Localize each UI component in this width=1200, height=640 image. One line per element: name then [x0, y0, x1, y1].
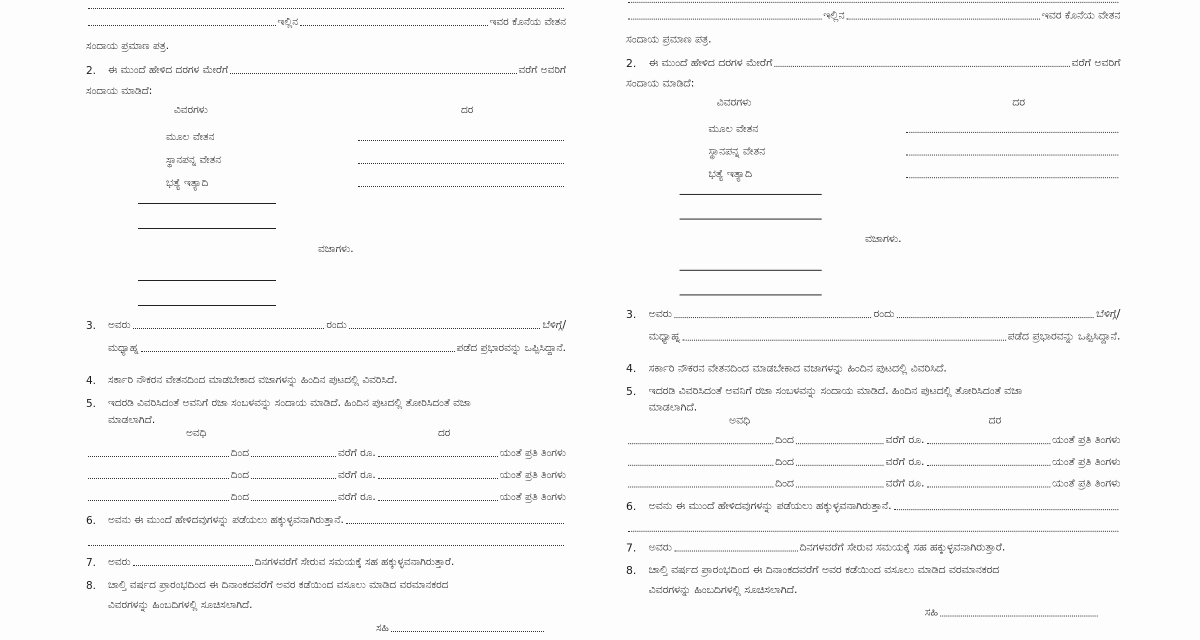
blank-line — [86, 533, 566, 549]
dotted-fill-line — [133, 328, 325, 329]
item-text: ಸರ್ಕಾರಿ ನೌಕರನ ವೇತನದಿಂದ ಮಾಡಬೇಕಾದ ವಜಾಗಳನ್ನು ಹಿಂದಿನ ಪುಟದಲ್ಲಿ ವಿವರಿಸಿದೆ. — [648, 362, 947, 375]
item-7 — [86, 553, 566, 569]
rule — [680, 219, 822, 220]
blank-line — [626, 519, 1120, 535]
item-text: ಮಧ್ಯಾಹ್ನ — [648, 330, 681, 343]
form-line — [86, 596, 566, 612]
pay-row — [708, 120, 1120, 136]
form-line — [86, 339, 566, 355]
item-text: ಪಡೆದ ಪ್ರಭಾರವನ್ನು ಒಪ್ಪಿಸಿದ್ದಾನೆ. — [1007, 330, 1121, 343]
pay-item: ಸ್ಥಾನಪನ್ನ ವೇತನ — [166, 154, 222, 166]
pay-item: ಮೂಲ ವೇತನ — [708, 123, 759, 135]
form-line — [86, 101, 566, 117]
dotted-fill-line — [346, 523, 564, 524]
pay-row — [166, 128, 566, 144]
to-rs-label: ವರೆಗೆ ರೂ. — [885, 477, 925, 490]
item-text: ಮಧ್ಯಾಹ್ನ — [108, 342, 139, 354]
from-label: ದಿಂದ — [775, 455, 794, 468]
dotted-fill-line — [349, 328, 541, 329]
dotted-fill-line — [378, 478, 498, 479]
rule — [138, 203, 276, 204]
dotted-fill-line — [628, 465, 773, 466]
form-page-right — [626, 0, 1120, 624]
from-label: ದಿಂದ — [230, 447, 249, 459]
from-label: ದಿಂದ — [775, 477, 794, 490]
item-text: ಸರ್ಕಾರಿ ನೌಕರನ ವೇತನದಿಂದ ಮಾಡಬೇಕಾದ ವಜಾಗಳನ್ನು ಹಿಂದಿನ ಪುಟದಲ್ಲಿ ವಿವರಿಸಿದೆ. — [108, 374, 398, 386]
employee-line — [86, 13, 566, 29]
item-text: ಈ ಮುಂದೆ ಹೇಳಿದ ದರಗಳ ಮೇರೆಗೆ — [108, 64, 229, 76]
pay-item: ಸ್ಥಾನಪನ್ನ ವೇತನ — [708, 145, 766, 158]
item-3 — [626, 305, 1120, 321]
form-line — [626, 412, 1120, 428]
rate-header: ದರ — [461, 104, 474, 116]
pay-row — [708, 143, 1120, 159]
item-text: ದಿನಗಳವರೆಗೆ ಸೇರುವ ಸಮಯಕ್ಕೆ ಸಹ ಹಕ್ಕುಳ್ಳವನಾಗಿರುತ್ತಾರೆ. — [254, 556, 455, 568]
dotted-fill-line — [796, 487, 884, 488]
rate-header: ದರ — [438, 427, 451, 439]
rule — [680, 294, 822, 295]
item-text: ಚಾಲ್ತಿ ವರ್ಷದ ಪ್ರಾರಂಭದಿಂದ ಈ ದಿನಾಂಕದವರೆಗೆ ಅವರ ಕಡೆಯಿಂದ ವಸೂಲು ಮಾಡಿದ ವರಮಾನಕರದ — [108, 579, 449, 591]
item-6 — [626, 497, 1120, 513]
item-text: ಅವರು — [108, 556, 131, 568]
leave-row — [86, 466, 566, 482]
item-number: 7. — [626, 542, 637, 555]
dotted-fill-line — [674, 551, 798, 552]
form-line — [626, 30, 1120, 46]
item-3 — [86, 316, 566, 332]
item-number: 3. — [86, 320, 97, 332]
item-text: ಅವರು — [648, 308, 672, 321]
signature-label: ಸಹಿ — [924, 606, 938, 619]
form-line — [626, 328, 1120, 344]
form-line — [626, 93, 1120, 109]
item-number: 2. — [626, 58, 637, 70]
item-number: 8. — [86, 580, 97, 592]
item-text: ರಂದು — [873, 308, 895, 321]
dotted-fill-line — [682, 340, 1005, 341]
here-label: ಇಲ್ಲಿನ — [823, 9, 845, 22]
form-line — [626, 581, 1120, 597]
item-2 — [626, 54, 1120, 70]
pay-row — [708, 165, 1120, 181]
form-page-left — [86, 0, 566, 640]
leave-row — [626, 475, 1120, 491]
dotted-fill-line — [358, 163, 564, 164]
rule — [138, 228, 276, 229]
pay-row — [166, 174, 566, 190]
dotted-fill-line — [358, 186, 564, 187]
item-text: ಬೆಳಿಗ್ಗೆ/ — [542, 319, 567, 331]
dotted-fill-line — [391, 631, 544, 632]
item-number: 2. — [86, 65, 97, 77]
item-text: ಅವನು ಈ ಮುಂದೆ ಹೇಳಿದವುಗಳನ್ನು ಪಡೆಯಲು ಹಕ್ಕುಳ್ಳವನಾಗಿರುತ್ತಾನೆ. — [108, 514, 344, 526]
from-label: ದಿಂದ — [230, 491, 249, 503]
dotted-fill-line — [628, 487, 773, 488]
leave-row — [626, 431, 1120, 447]
dotted-fill-line — [88, 500, 229, 501]
item-text: ಅವರು — [648, 541, 672, 554]
certificate-title: ಸಂದಾಯ ಪ್ರಮಾಣ ಪತ್ರ. — [626, 33, 712, 46]
signature-label: ಸಹಿ — [376, 622, 389, 634]
item-number: 5. — [86, 398, 97, 410]
details-header: ವಿವರಗಳು — [174, 104, 208, 116]
pay-item: ಮೂಲ ವೇತನ — [166, 131, 215, 143]
item-text: ವಿವರಗಳನ್ನು ಹಿಂಬದಿಗಳಲ್ಲಿ ಸೂಚಿಸಲಾಗಿದೆ. — [108, 599, 253, 611]
dotted-fill-line — [796, 465, 884, 466]
per-month-label: ಯಂತೆ ಪ್ರತಿ ತಿಂಗಳು — [499, 491, 566, 503]
from-label: ದಿಂದ — [775, 434, 794, 447]
dotted-fill-line — [940, 616, 1098, 617]
item-number: 4. — [86, 375, 97, 387]
item-4 — [626, 359, 1120, 375]
to-rs-label: ವರೆಗೆ ರೂ. — [885, 455, 925, 468]
form-line — [626, 230, 1120, 246]
item-number: 6. — [626, 501, 637, 514]
item-text: ಮಾಡಲಾಗಿದೆ. — [648, 401, 698, 414]
dotted-fill-line — [774, 66, 1069, 67]
dotted-fill-line — [906, 177, 1118, 178]
rule — [138, 280, 276, 281]
dotted-fill-line — [926, 443, 1050, 444]
dotted-fill-line — [926, 465, 1050, 466]
pay-item: ಭತ್ಯೆ ಇತ್ಯಾದಿ — [166, 177, 209, 189]
item-5 — [86, 394, 566, 410]
per-month-label: ಯಂತೆ ಪ್ರತಿ ತಿಂಗಳು — [499, 469, 566, 481]
dotted-fill-line — [628, 531, 1118, 532]
rule — [680, 194, 822, 195]
item-4 — [86, 371, 566, 387]
item-8 — [86, 576, 566, 592]
item-text: ಸಂದಾಯ ಮಾಡಿದೆ: — [626, 77, 695, 90]
item-text: ಸಂದಾಯ ಮಾಡಿದೆ: — [86, 85, 153, 97]
dotted-fill-line — [88, 8, 564, 9]
to-rs-label: ವರೆಗೆ ರೂ. — [337, 447, 376, 459]
dotted-fill-line — [674, 317, 872, 318]
dotted-fill-line — [378, 500, 498, 501]
item-text: ರಂದು — [326, 319, 347, 331]
dotted-fill-line — [251, 478, 336, 479]
dotted-fill-line — [88, 25, 276, 26]
item-text: ಈ ಮುಂದೆ ಹೇಳಿದ ದರಗಳ ಮೇರೆಗೆ — [648, 57, 773, 69]
leave-row — [86, 488, 566, 504]
signature-line — [925, 604, 1100, 620]
dotted-fill-line — [251, 456, 336, 457]
form-line — [86, 424, 566, 440]
per-month-label: ಯಂತೆ ಪ್ರತಿ ತಿಂಗಳು — [1052, 455, 1121, 468]
dotted-fill-line — [796, 443, 884, 444]
certificate-title: ಸಂದಾಯ ಪ್ರಮಾಣ ಪತ್ರ. — [86, 40, 170, 52]
pay-row — [166, 151, 566, 167]
dotted-fill-line — [133, 565, 253, 566]
deductions-label: ವಜಾಗಳು. — [318, 243, 354, 255]
form-line — [86, 82, 566, 98]
item-7 — [626, 539, 1120, 555]
rate-header: ದರ — [1012, 96, 1025, 109]
item-number: 3. — [626, 309, 637, 322]
top-line — [86, 0, 566, 12]
rule — [680, 270, 822, 271]
leave-row — [86, 444, 566, 460]
item-text: ಇದರಡಿ ವಿವರಿಸಿದಂತೆ ಅವನಿಗೆ ರಜಾ ಸಂಬಳವನ್ನು ಸಂದಾಯ ಮಾಡಿದೆ. ಹಿಂದಿನ ಪುಟದಲ್ಲಿ ತೋರಿಸಿದಂತೆ ವಜಾ — [648, 385, 1023, 397]
to-rs-label: ವರೆಗೆ ರೂ. — [337, 469, 376, 481]
item-number: 5. — [626, 386, 637, 398]
dotted-fill-line — [141, 351, 455, 352]
dotted-fill-line — [926, 487, 1050, 488]
details-header: ವಿವರಗಳು — [716, 96, 752, 109]
dotted-fill-line — [378, 456, 498, 457]
item-text: ಇದರಡಿ ವಿವರಿಸಿದಂತೆ ಅವನಿಗೆ ರಜಾ ಸಂಬಳವನ್ನು ಸಂದಾಯ ಮಾಡಿದೆ. ಹಿಂದಿನ ಪುಟದಲ್ಲಿ ತೋರಿಸಿದಂತೆ ವಜಾ — [108, 397, 471, 409]
form-line — [626, 75, 1120, 91]
from-label: ದಿಂದ — [230, 469, 249, 481]
dotted-fill-line — [628, 19, 821, 20]
to-rs-label: ವರೆಗೆ ರೂ. — [885, 434, 925, 447]
item-8 — [626, 561, 1120, 577]
dotted-fill-line — [251, 500, 336, 501]
dotted-fill-line — [906, 132, 1118, 133]
per-month-label: ಯಂತೆ ಪ್ರತಿ ತಿಂಗಳು — [1052, 477, 1121, 490]
item-number: 8. — [626, 565, 637, 578]
top-line — [626, 0, 1120, 6]
item-2 — [86, 61, 566, 77]
dotted-fill-line — [628, 2, 1118, 3]
here-label: ಇಲ್ಲಿನ — [277, 16, 299, 28]
item-text: ಪಡೆದ ಪ್ರಭಾರವನ್ನು ಒಪ್ಪಿಸಿದ್ದಾನೆ. — [456, 342, 566, 354]
leave-row — [626, 453, 1120, 469]
item-number: 6. — [86, 515, 97, 527]
last-pay-label: ಇವರ ಕೊನೆಯ ವೇತನ — [489, 16, 567, 28]
item-text: ದಿನಗಳವರೆಗೆ ಸೇರುವ ಸಮಯಕ್ಕೆ ಸಹ ಹಕ್ಕುಳ್ಳವನಾಗಿರುತ್ತಾರೆ. — [799, 541, 1006, 554]
item-text: ಬೆಳಿಗ್ಗೆ/ — [1096, 308, 1121, 321]
item-text: ವಿವರಗಳನ್ನು ಹಿಂಬದಿಗಳಲ್ಲಿ ಸೂಚಿಸಲಾಗಿದೆ. — [648, 584, 798, 596]
form-line — [86, 240, 566, 256]
last-pay-label: ಇವರ ಕೊನೆಯ ವೇತನ — [1041, 9, 1121, 22]
item-number: 4. — [626, 363, 637, 376]
deductions-label: ವಜಾಗಳು. — [864, 233, 902, 246]
dotted-fill-line — [628, 443, 773, 444]
dotted-fill-line — [906, 155, 1118, 156]
employee-line — [626, 7, 1120, 23]
dotted-fill-line — [897, 317, 1095, 318]
item-text: ಮಾಡಲಾಗಿದೆ. — [108, 414, 156, 426]
form-line — [86, 37, 566, 53]
item-text: ವರೆಗೆ ಅವರಿಗೆ — [1071, 57, 1121, 69]
dotted-fill-line — [88, 456, 229, 457]
item-text: ವರೆಗೆ ಅವರಿಗೆ — [518, 64, 566, 76]
item-6 — [86, 511, 566, 527]
period-header: ಅವಧಿ — [729, 414, 751, 427]
dotted-fill-line — [358, 140, 564, 141]
item-number: 7. — [86, 557, 97, 569]
rule — [138, 305, 276, 306]
period-header: ಅವಧಿ — [186, 427, 207, 439]
to-rs-label: ವರೆಗೆ ರೂ. — [337, 491, 376, 503]
dotted-fill-line — [894, 509, 1119, 510]
item-text: ಅವರು — [108, 319, 131, 331]
dotted-fill-line — [88, 545, 564, 546]
per-month-label: ಯಂತೆ ಪ್ರತಿ ತಿಂಗಳು — [499, 447, 566, 459]
item-text: ಅವನು ಈ ಮುಂದೆ ಹೇಳಿದವುಗಳನ್ನು ಪಡೆಯಲು ಹಕ್ಕುಳ್ಳವನಾಗಿರುತ್ತಾನೆ. — [648, 500, 892, 513]
signature-line — [376, 619, 546, 635]
dotted-fill-line — [300, 25, 488, 26]
dotted-fill-line — [230, 73, 516, 74]
item-5 — [626, 382, 1120, 398]
per-month-label: ಯಂತೆ ಪ್ರತಿ ತಿಂಗಳು — [1052, 434, 1121, 447]
dotted-fill-line — [847, 19, 1040, 20]
pay-item: ಭತ್ಯೆ ಇತ್ಯಾದಿ — [708, 168, 752, 181]
rate-header: ದರ — [988, 414, 1002, 427]
item-text: ಚಾಲ್ತಿ ವರ್ಷದ ಪ್ರಾರಂಭದಿಂದ ಈ ದಿನಾಂಕದವರೆಗೆ ಅವರ ಕಡೆಯಿಂದ ವಸೂಲು ಮಾಡಿದ ವರಮಾನಕರದ — [648, 564, 1000, 577]
dotted-fill-line — [88, 478, 229, 479]
